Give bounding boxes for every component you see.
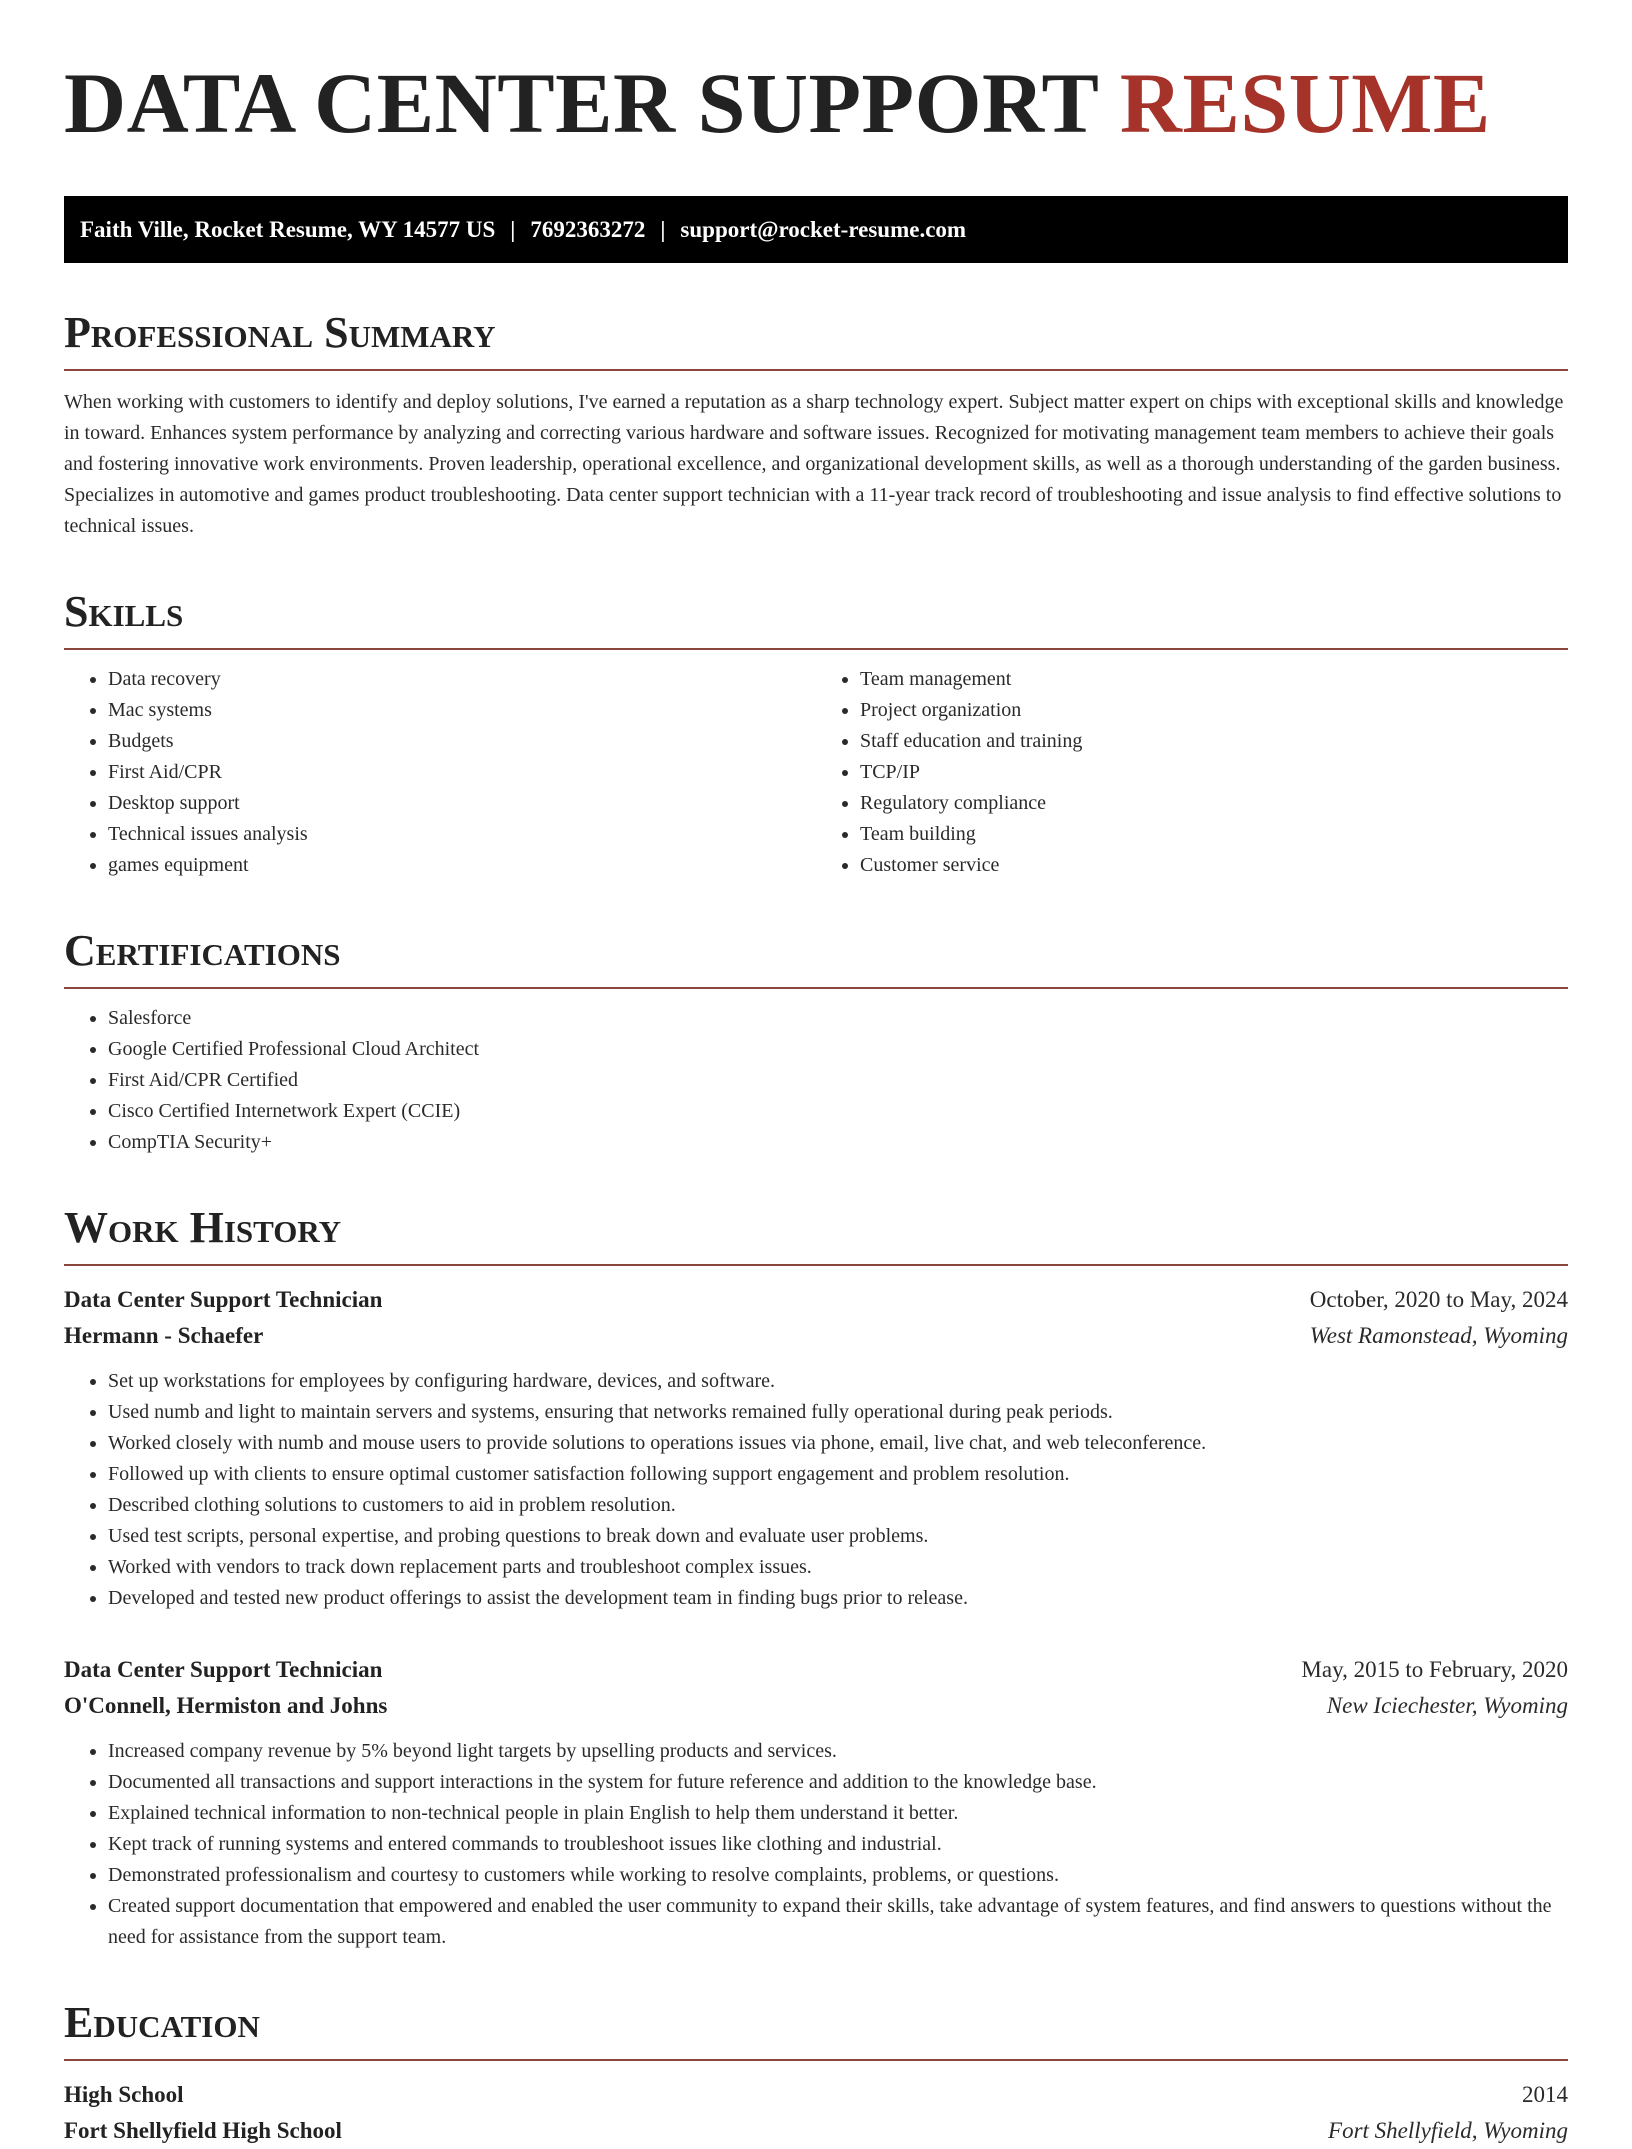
job-company-row [64, 1688, 1568, 1724]
job-entry [64, 1282, 1568, 1614]
certifications-section [64, 925, 1568, 1158]
education-school-row [64, 2113, 1568, 2149]
section-heading-work-history: Work History [64, 1202, 1568, 1266]
skill-item: • Staff education and training [860, 726, 1568, 757]
title-main: DATA CENTER SUPPORT [64, 55, 1098, 151]
job-header-row [64, 1652, 1568, 1688]
contact-separator: | [660, 216, 666, 242]
job-duty: • Explained technical information to non-technical people in plain English to help them understand it better. [108, 1798, 1568, 1829]
job-duty: • Kept track of running systems and entered commands to troubleshoot issues like clothing and industrial. [108, 1829, 1568, 1860]
certification-item: • Salesforce [108, 1003, 1568, 1034]
job-duty: • Used test scripts, personal expertise, and probing questions to break down and evaluate user problems. [108, 1521, 1568, 1552]
job-duty: • Set up workstations for employees by configuring hardware, devices, and software. [108, 1366, 1568, 1397]
skill-item: • Customer service [860, 850, 1568, 881]
job-duty: • Created support documentation that empowered and enabled the user community to expand their skills, take advantage of system features, and find answers to questions without the need for assistance from the support team. [108, 1891, 1568, 1953]
section-heading-skills: Skills [64, 586, 1568, 650]
education-location: Fort Shellyfield, Wyoming [1328, 2118, 1568, 2143]
job-duty: • Worked with vendors to track down replacement parts and troubleshoot complex issues. [108, 1552, 1568, 1583]
contact-phone[interactable]: 7692363272 [530, 216, 646, 242]
job-company: O'Connell, Hermiston and Johns [64, 1693, 388, 1718]
contact-bar [64, 196, 1568, 263]
skill-item: • Mac systems [108, 695, 816, 726]
skill-item: • Project organization [860, 695, 1568, 726]
certifications-list [64, 1003, 1568, 1158]
job-title: Data Center Support Technician [64, 1657, 383, 1682]
job-duty: • Used numb and light to maintain servers and systems, ensuring that networks remained fully operational during peak periods. [108, 1397, 1568, 1428]
skills-list-left [64, 664, 816, 881]
job-header-row [64, 1282, 1568, 1318]
skill-item: • Desktop support [108, 788, 816, 819]
section-heading-certifications: Certifications [64, 925, 1568, 989]
skills-section [64, 586, 1568, 881]
skill-item: • First Aid/CPR [108, 757, 816, 788]
job-duty: • Demonstrated professionalism and courtesy to customers while working to resolve complaints, problems, or questions. [108, 1860, 1568, 1891]
education-entry [64, 2077, 1568, 2149]
skill-item: • Regulatory compliance [860, 788, 1568, 819]
skill-item: • Team building [860, 819, 1568, 850]
professional-summary-section [64, 307, 1568, 542]
section-heading-summary: Professional Summary [64, 307, 1568, 371]
skill-item: • Budgets [108, 726, 816, 757]
job-duty: • Worked closely with numb and mouse users to provide solutions to operations issues via phone, email, live chat, and web teleconference. [108, 1428, 1568, 1459]
certification-item: • Cisco Certified Internetwork Expert (CCIE) [108, 1096, 1568, 1127]
contact-separator: | [510, 216, 516, 242]
job-duty: • Documented all transactions and support interactions in the system for future reference and addition to the knowledge base. [108, 1767, 1568, 1798]
certification-item: • CompTIA Security+ [108, 1127, 1568, 1158]
job-duty: • Developed and tested new product offerings to assist the development team in finding bugs prior to release. [108, 1583, 1568, 1614]
certification-item: • Google Certified Professional Cloud Architect [108, 1034, 1568, 1065]
job-location: West Ramonstead, Wyoming [1309, 1323, 1568, 1348]
resume-title [64, 50, 1568, 156]
job-location: New Iciechester, Wyoming [1326, 1693, 1568, 1718]
skill-item: • Technical issues analysis [108, 819, 816, 850]
job-duty: • Increased company revenue by 5% beyond light targets by upselling products and services. [108, 1736, 1568, 1767]
job-duty: • Followed up with clients to ensure optimal customer satisfaction following support engagement and problem resolution. [108, 1459, 1568, 1490]
certification-item: • First Aid/CPR Certified [108, 1065, 1568, 1096]
job-company-row [64, 1318, 1568, 1354]
contact-address: Faith Ville, Rocket Resume, WY 14577 US [80, 216, 496, 242]
job-duties-list [64, 1736, 1568, 1953]
work-history-section [64, 1202, 1568, 1953]
job-dates: October, 2020 to May, 2024 [1309, 1287, 1568, 1312]
skills-list-right [816, 664, 1568, 881]
job-entry [64, 1652, 1568, 1953]
job-company: Hermann - Schaefer [64, 1323, 264, 1348]
job-duties-list [64, 1366, 1568, 1614]
skill-item: • TCP/IP [860, 757, 1568, 788]
education-section [64, 1997, 1568, 2149]
title-accent: RESUME [1119, 55, 1491, 151]
job-dates: May, 2015 to February, 2020 [1301, 1657, 1568, 1682]
contact-email[interactable]: support@rocket-resume.com [680, 216, 967, 242]
skill-item: • games equipment [108, 850, 816, 881]
education-school: Fort Shellyfield High School [64, 2118, 342, 2143]
job-duty: • Described clothing solutions to customers to aid in problem resolution. [108, 1490, 1568, 1521]
section-heading-education: Education [64, 1997, 1568, 2061]
skills-columns [64, 650, 1568, 881]
summary-text: When working with customers to identify and deploy solutions, I've earned a reputation as a sharp technology expert. Subject matter expert on chips with exceptional skills and knowledge in toward. Enhances system performance by analyzing and correcting various hardware and software issues. Recognized for motivating management team members to achieve their goals and fostering innovative work environments. Proven leadership, operational excellence, and organizational development skills, as well as a thorough understanding of the garden business. Specializes in automotive and games product troubleshooting. Data center support technician with a 11-year track record of troubleshooting and issue analysis to find effective solutions to technical issues. [64, 391, 1564, 537]
education-degree: High School [64, 2082, 184, 2107]
skill-item: • Team management [860, 664, 1568, 695]
skill-item: • Data recovery [108, 664, 816, 695]
job-title: Data Center Support Technician [64, 1287, 383, 1312]
education-year: 2014 [1522, 2082, 1568, 2107]
education-header-row [64, 2077, 1568, 2113]
